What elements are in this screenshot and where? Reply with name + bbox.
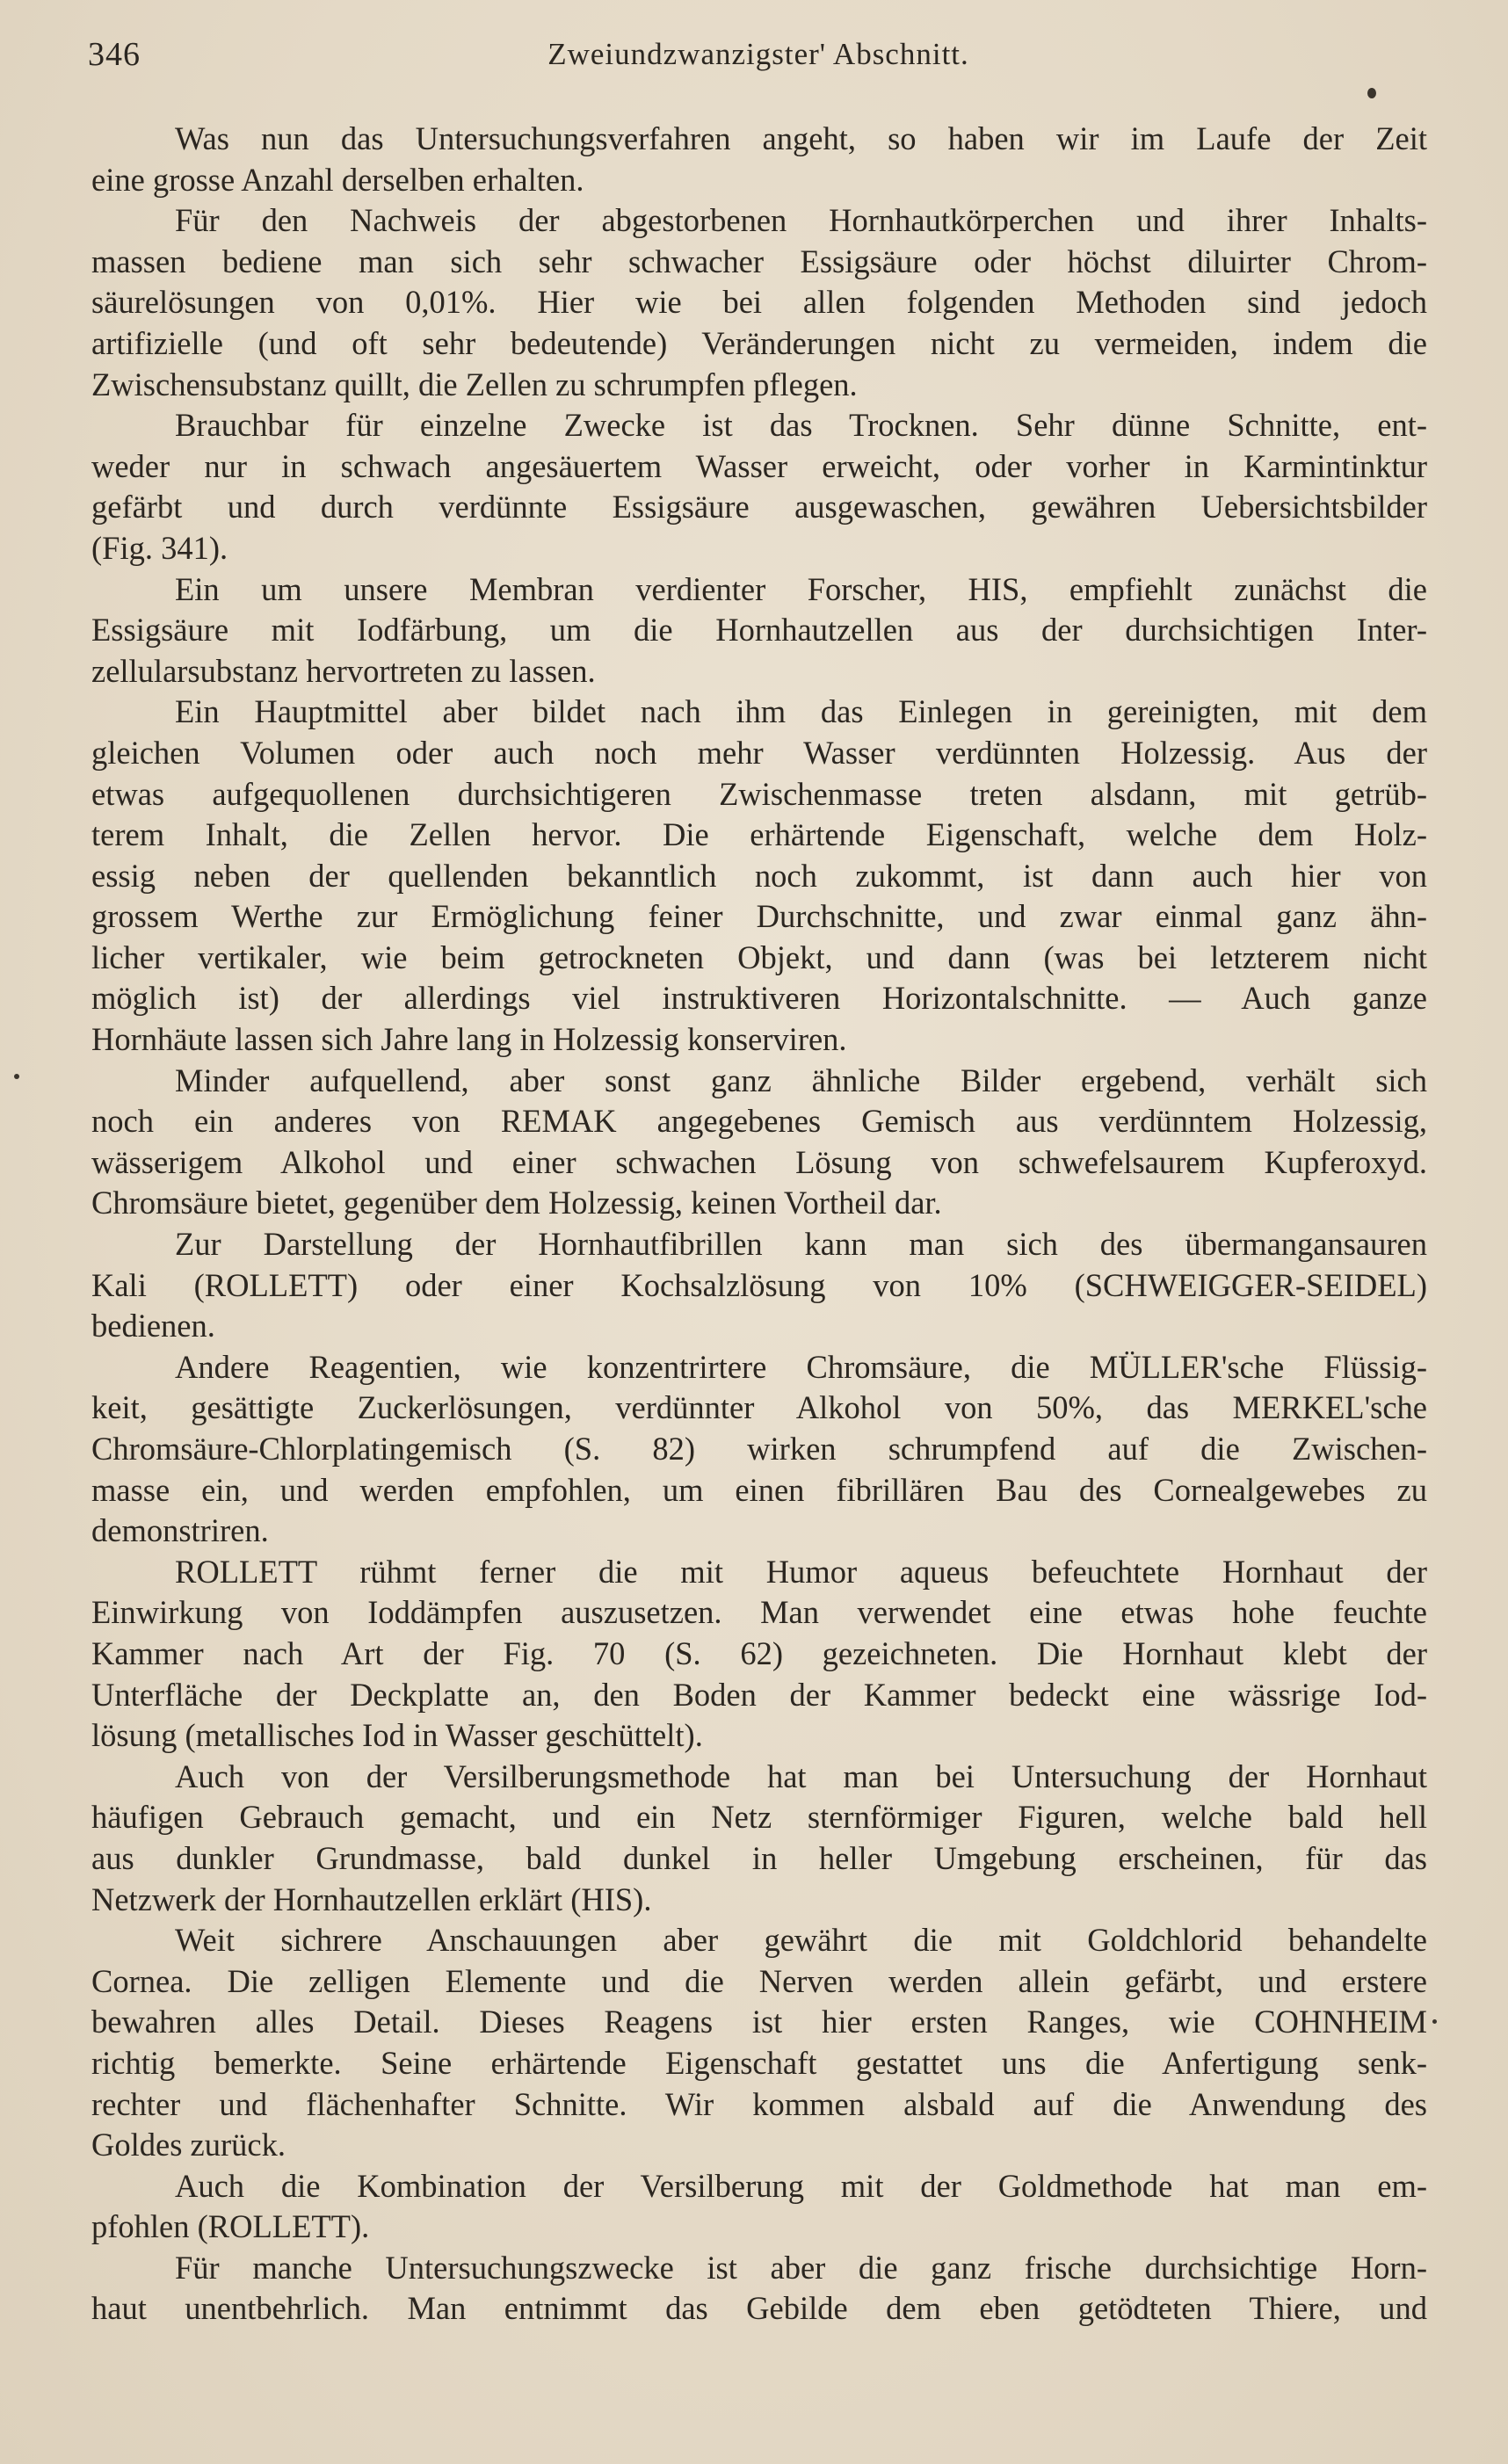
text-line: richtig bemerkte. Seine erhärtende Eigenschaft gestattet uns die Anfertigung senk- bbox=[91, 2044, 1427, 2081]
text-line: lösung (metallisches Iod in Wasser geschüttelt). bbox=[91, 1717, 703, 1754]
text-line: Für den Nachweis der abgestorbenen Hornhautkörperchen und ihrer Inhalts- bbox=[175, 202, 1427, 239]
text-line: Chromsäure-Chlorplatingemisch (S. 82) wirken schrumpfend auf die Zwischen- bbox=[91, 1431, 1427, 1467]
dust-speck bbox=[14, 1074, 19, 1079]
text-line: Zwischensubstanz quillt, die Zellen zu schrumpfen pflegen. bbox=[91, 366, 858, 402]
running-head: Zweiundzwanzigster' Abschnitt. bbox=[547, 37, 969, 71]
text-line: Cornea. Die zelligen Elemente und die Nerven werden allein gefärbt, und erstere bbox=[91, 1962, 1427, 1999]
text-line: aus dunkler Grundmasse, bald dunkel in heller Umgebung erscheinen, für das bbox=[91, 1839, 1427, 1876]
text-line: Chromsäure bietet, gegenüber dem Holzessig, keinen Vortheil dar. bbox=[91, 1185, 942, 1221]
text-line: rechter und flächenhafter Schnitte. Wir kommen alsbald auf die Anwendung des bbox=[91, 2085, 1427, 2122]
text-line: säurelösungen von 0,01%. Hier wie bei allen folgenden Methoden sind jedoch bbox=[91, 284, 1427, 321]
text-line: licher vertikaler, wie beim getrockneten Objekt, und dann (was bei letzterem nicht bbox=[91, 938, 1427, 975]
text-line: zellularsubstanz hervortreten zu lassen. bbox=[91, 652, 596, 689]
text-line: häufigen Gebrauch gemacht, und ein Netz sternförmiger Figuren, welche bald hell bbox=[91, 1799, 1427, 1836]
text-line: haut unentbehrlich. Man entnimmt das Gebilde dem eben getödteten Thiere, und bbox=[91, 2290, 1427, 2327]
text-line: Kali (ROLLETT) oder einer Kochsalzlösung von 10% (SCHWEIGGER-SEIDEL) bbox=[91, 1266, 1427, 1303]
text-line: masse ein, und werden empfohlen, um einen fibrillären Bau des Cornealgewebes zu bbox=[91, 1471, 1427, 1508]
text-line: essig neben der quellenden bekanntlich noch zukommt, ist dann auch hier von bbox=[91, 857, 1427, 894]
text-line: Kammer nach Art der Fig. 70 (S. 62) gezeichneten. Die Hornhaut klebt der bbox=[91, 1634, 1427, 1671]
text-line: Andere Reagentien, wie konzentrirtere Chromsäure, die MÜLLER'sche Flüssig- bbox=[175, 1348, 1427, 1385]
text-line: Auch von der Versilberungsmethode hat man bei Untersuchung der Hornhaut bbox=[175, 1757, 1427, 1794]
text-line: massen bediene man sich sehr schwacher Essigsäure oder höchst diluirter Chrom- bbox=[91, 243, 1427, 279]
text-line: pfohlen (ROLLETT). bbox=[91, 2208, 370, 2245]
dust-speck bbox=[1432, 2019, 1437, 2024]
text-line: Brauchbar für einzelne Zwecke ist das Trocknen. Sehr dünne Schnitte, ent- bbox=[175, 407, 1427, 444]
text-line: Essigsäure mit Iodfärbung, um die Hornhautzellen aus der durchsichtigen Inter- bbox=[91, 612, 1427, 649]
text-line: (Fig. 341). bbox=[91, 529, 228, 566]
text-line: weder nur in schwach angesäuertem Wasser erweicht, oder vorher in Karmintinktur bbox=[91, 447, 1427, 484]
text-line: demonstriren. bbox=[91, 1512, 269, 1549]
text-line: bewahren alles Detail. Dieses Reagens ist hier ersten Ranges, wie COHNHEIM bbox=[91, 2004, 1427, 2040]
text-line: Was nun das Untersuchungsverfahren angeht, so haben wir im Laufe der Zeit bbox=[175, 120, 1427, 156]
text-line: Weit sichrere Anschauungen aber gewährt die mit Goldchlorid behandelte bbox=[175, 1922, 1427, 1959]
text-line: eine grosse Anzahl derselben erhalten. bbox=[91, 161, 584, 198]
dust-speck bbox=[1367, 88, 1376, 98]
text-line: gefärbt und durch verdünnte Essigsäure ausgewaschen, gewähren Uebersichtsbilder bbox=[91, 489, 1427, 525]
text-line: Hornhäute lassen sich Jahre lang in Holzessig konserviren. bbox=[91, 1021, 847, 1058]
text-line: Goldes zurück. bbox=[91, 2127, 286, 2163]
page-number: 346 bbox=[88, 36, 141, 73]
text-line: keit, gesättigte Zuckerlösungen, verdünnter Alkohol von 50%, das MERKEL'sche bbox=[91, 1389, 1427, 1426]
body-text bbox=[91, 119, 1427, 2330]
text-line: Ein um unsere Membran verdienter Forscher, HIS, empfiehlt zunächst die bbox=[175, 570, 1427, 607]
text-line: Für manche Untersuchungszwecke ist aber die ganz frische durchsichtige Horn- bbox=[175, 2249, 1427, 2286]
text-line: Netzwerk der Hornhautzellen erklärt (HIS). bbox=[91, 1881, 652, 1917]
text-line: Minder aufquellend, aber sonst ganz ähnliche Bilder ergebend, verhält sich bbox=[175, 1062, 1427, 1098]
text-line: etwas aufgequollenen durchsichtigeren Zwischenmasse treten alsdann, mit getrüb- bbox=[91, 775, 1427, 812]
text-line: Ein Hauptmittel aber bildet nach ihm das Einlegen in gereinigten, mit dem bbox=[175, 693, 1427, 730]
text-line: noch ein anderes von REMAK angegebenes Gemisch aus verdünntem Holzessig, bbox=[91, 1103, 1427, 1140]
text-line: ROLLETT rühmt ferner die mit Humor aqueus befeuchtete Hornhaut der bbox=[175, 1553, 1427, 1590]
text-line: möglich ist) der allerdings viel instruktiveren Horizontalschnitte. — Auch ganze bbox=[91, 980, 1427, 1017]
text-line: gleichen Volumen oder auch noch mehr Wasser verdünnten Holzessig. Aus der bbox=[91, 734, 1427, 771]
text-line: Zur Darstellung der Hornhautfibrillen kann man sich des übermangansauren bbox=[175, 1226, 1427, 1263]
text-line: Auch die Kombination der Versilberung mit der Goldmethode hat man em- bbox=[175, 2167, 1427, 2204]
text-line: artifizielle (und oft sehr bedeutende) Veränderungen nicht zu vermeiden, indem die bbox=[91, 324, 1427, 361]
page-header bbox=[88, 35, 1429, 79]
text-line: terem Inhalt, die Zellen hervor. Die erhärtende Eigenschaft, welche dem Holz- bbox=[91, 816, 1427, 853]
text-line: Unterfläche der Deckplatte an, den Boden der Kammer bedeckt eine wässrige Iod- bbox=[91, 1676, 1427, 1713]
text-line: wässerigem Alkohol und einer schwachen Lösung von schwefelsaurem Kupferoxyd. bbox=[91, 1143, 1427, 1180]
text-line: bedienen. bbox=[91, 1308, 215, 1344]
text-line: Einwirkung von Ioddämpfen auszusetzen. Man verwendet eine etwas hohe feuchte bbox=[91, 1594, 1427, 1631]
text-line: grossem Werthe zur Ermöglichung feiner Durchschnitte, und zwar einmal ganz ähn- bbox=[91, 898, 1427, 935]
